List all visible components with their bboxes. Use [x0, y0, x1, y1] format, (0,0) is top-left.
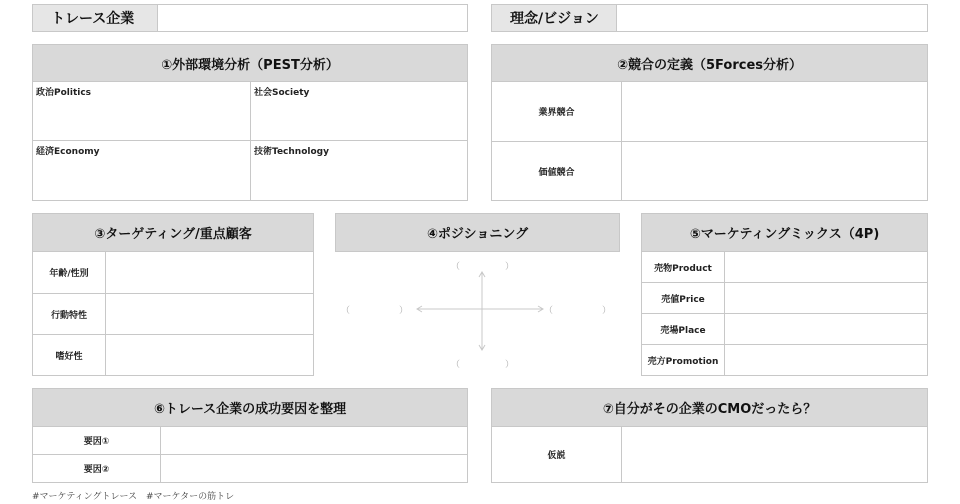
positioning-right-paren-close: ）	[602, 306, 612, 316]
target-age-label: 年齢/性別	[32, 251, 106, 294]
target-preference-label: 嗜好性	[32, 334, 106, 376]
positioning-map	[335, 252, 620, 376]
positioning-top-paren-open: （	[451, 262, 461, 272]
positioning-header: ④ポジショニング	[335, 213, 620, 252]
success-factor1-label: 要因①	[32, 426, 161, 455]
positioning-left-paren-close: ）	[399, 306, 409, 316]
forces-header: ②競合の定義（5Forces分析）	[491, 44, 928, 82]
mix-promotion-cell[interactable]	[724, 344, 928, 376]
target-preference-cell[interactable]	[105, 334, 314, 376]
forces-value-cell[interactable]	[621, 141, 928, 201]
forces-value-label: 価値競合	[491, 141, 622, 201]
target-behavior-cell[interactable]	[105, 293, 314, 335]
vision-input[interactable]	[616, 4, 928, 32]
success-header: ⑥トレース企業の成功要因を整理	[32, 388, 468, 427]
company-label: トレース企業	[32, 4, 158, 32]
pest-technology-label: 技術Technology	[254, 147, 329, 157]
cmo-hypothesis-label: 仮説	[491, 426, 622, 483]
pest-header: ①外部環境分析（PEST分析）	[32, 44, 468, 82]
mix-price-cell[interactable]	[724, 282, 928, 314]
mix-product-cell[interactable]	[724, 251, 928, 283]
mix-place-cell[interactable]	[724, 313, 928, 345]
success-factor2-label: 要因②	[32, 454, 161, 483]
positioning-top-paren-close: ）	[505, 262, 515, 272]
pest-politics-label: 政治Politics	[36, 88, 92, 98]
mix-header: ⑤マーケティングミックス（4P)	[641, 213, 928, 252]
mix-product-label: 売物Product	[641, 251, 725, 283]
positioning-right-paren-open: （	[544, 306, 554, 316]
positioning-bottom-paren-open: （	[451, 360, 461, 370]
company-input[interactable]	[157, 4, 468, 32]
positioning-bottom-paren-close: ）	[505, 360, 515, 370]
footer-hashtags: #マーケティングトレース #マーケターの筋トレ	[32, 492, 235, 502]
pest-economy-label: 経済Economy	[36, 147, 100, 157]
pest-society-label: 社会Society	[254, 88, 310, 98]
target-age-cell[interactable]	[105, 251, 314, 294]
mix-place-label: 売場Place	[641, 313, 725, 345]
target-header: ③ターゲティング/重点顧客	[32, 213, 314, 252]
success-factor2-cell[interactable]	[160, 454, 468, 483]
mix-price-label: 売値Price	[641, 282, 725, 314]
forces-industry-label: 業界競合	[491, 81, 622, 142]
success-factor1-cell[interactable]	[160, 426, 468, 455]
target-behavior-label: 行動特性	[32, 293, 106, 335]
positioning-left-paren-open: （	[341, 306, 351, 316]
cmo-header: ⑦自分がその企業のCMOだったら？	[491, 388, 928, 427]
forces-industry-cell[interactable]	[621, 81, 928, 142]
cmo-hypothesis-cell[interactable]	[621, 426, 928, 483]
mix-promotion-label: 売方Promotion	[641, 344, 725, 376]
vision-label: 理念/ビジョン	[491, 4, 617, 32]
